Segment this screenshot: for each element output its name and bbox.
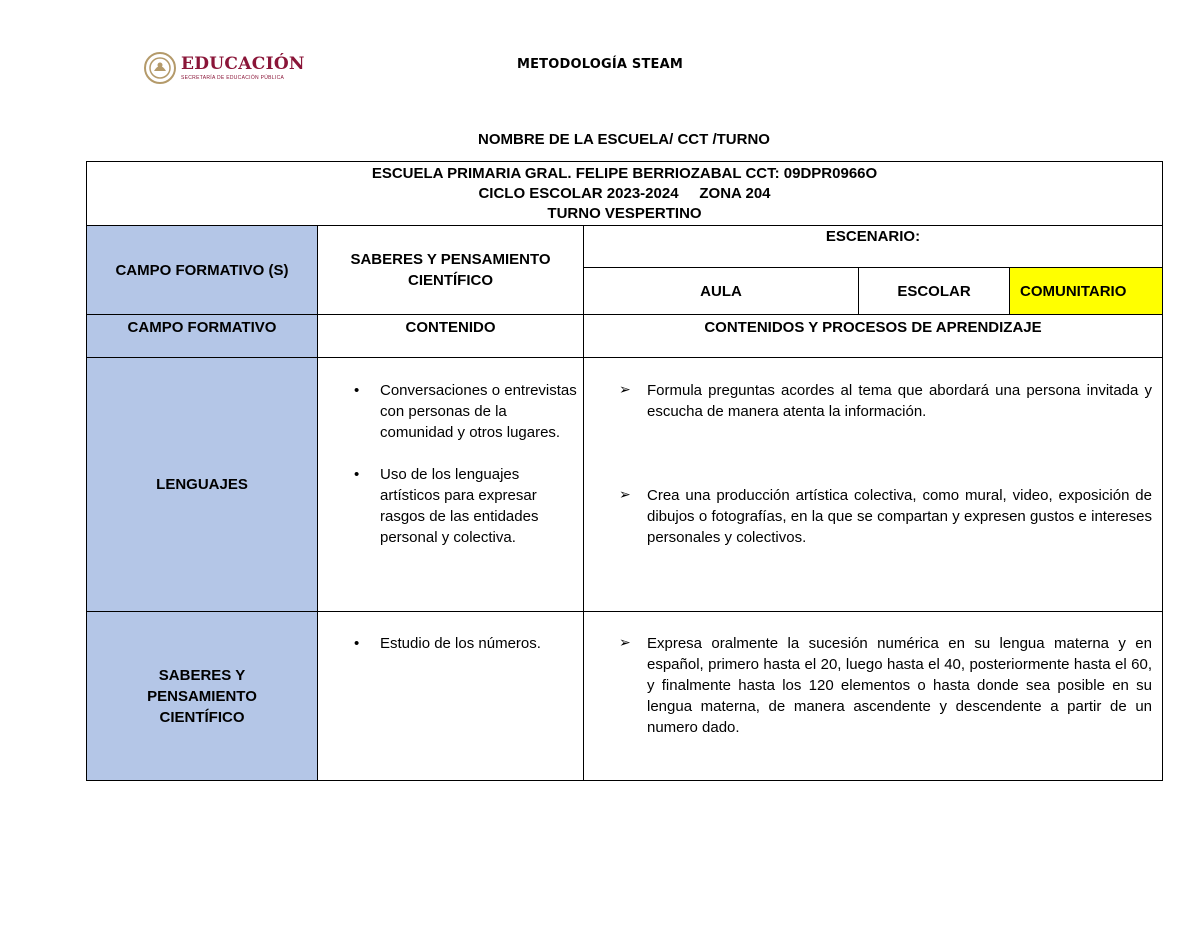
campo-label-cell [87,226,318,315]
list-item: ➢ Crea una producción artística colectiva, como mural, video, exposición de dibujos o fotografías, en la que se compartan y expresen gustos e intereses personales y colectivos. [647,485,1162,548]
list-item: ➢ Expresa oralmente la sucesión numérica en su lengua materna y en español, primero hasta el 20, luego hasta el 40, posteriormente hasta el 60, y finalmente hasta los 120 elementos o hasta donde sea posible en su lengua materna, de manera ascendente y descendente a partir de un numero dado. [647,633,1162,738]
school-heading: NOMBRE DE LA ESCUELA/ CCT /TURNO [478,131,770,148]
logo-text: EDUCACIÓN [181,53,305,74]
school-info-row [87,162,1163,226]
escenario-label: ESCENARIO: [825,228,921,245]
row-campo-label: SABERES Y PENSAMIENTO CIENTÍFICO [147,666,257,726]
col-header-campo: CAMPO FORMATIVO [87,315,318,358]
row-contenido-cell [318,358,584,612]
row-campo-saberes [87,612,318,781]
list-item: • Uso de los lenguajes artísticos para expresar rasgos de las entidades personal y colectiva. [380,464,583,548]
table-row [87,612,1163,781]
escenario-escolar: ESCOLAR [897,282,971,300]
escenario-options [584,267,1162,314]
col-header-procesos: CONTENIDOS Y PROCESOS DE APRENDIZAJE [584,315,1163,358]
school-name-line: ESCUELA PRIMARIA GRAL. FELIPE BERRIOZABAL CCT: 09DPR0966O [371,164,878,182]
table-row [87,358,1163,612]
escenario-cell [584,226,1163,315]
campo-row [87,226,1163,315]
escenario-comunitario: COMUNITARIO [1009,268,1162,314]
col-header-contenido: CONTENIDO [318,315,584,358]
row-procesos-cell [584,358,1163,612]
document-title: METODOLOGÍA STEAM [516,57,684,72]
logo-subtext: SECRETARÍA DE EDUCACIÓN PÚBLICA [181,74,285,81]
school-cycle-line: CICLO ESCOLAR 2023-2024 ZONA 204 [478,184,771,202]
campo-value-cell [318,226,584,315]
row-procesos-cell [584,612,1163,781]
campo-value: SABERES Y PENSAMIENTO CIENTÍFICO [350,251,551,289]
school-info-cell [87,162,1163,226]
list-item: • Estudio de los números. [380,633,583,654]
list-item: ➢ Formula preguntas acordes al tema que abordará una persona invitada y escucha de manera atenta la información. [647,380,1162,422]
campo-label: CAMPO FORMATIVO (S) [115,261,289,279]
column-header-row [87,315,1163,358]
row-campo-lenguajes: LENGUAJES [87,358,318,612]
planning-table [86,161,1163,781]
school-shift-line: TURNO VESPERTINO [547,204,702,222]
list-item: • Conversaciones o entrevistas con personas de la comunidad y otros lugares. [380,380,583,443]
row-contenido-cell [318,612,584,781]
escenario-aula: AULA [584,268,859,314]
